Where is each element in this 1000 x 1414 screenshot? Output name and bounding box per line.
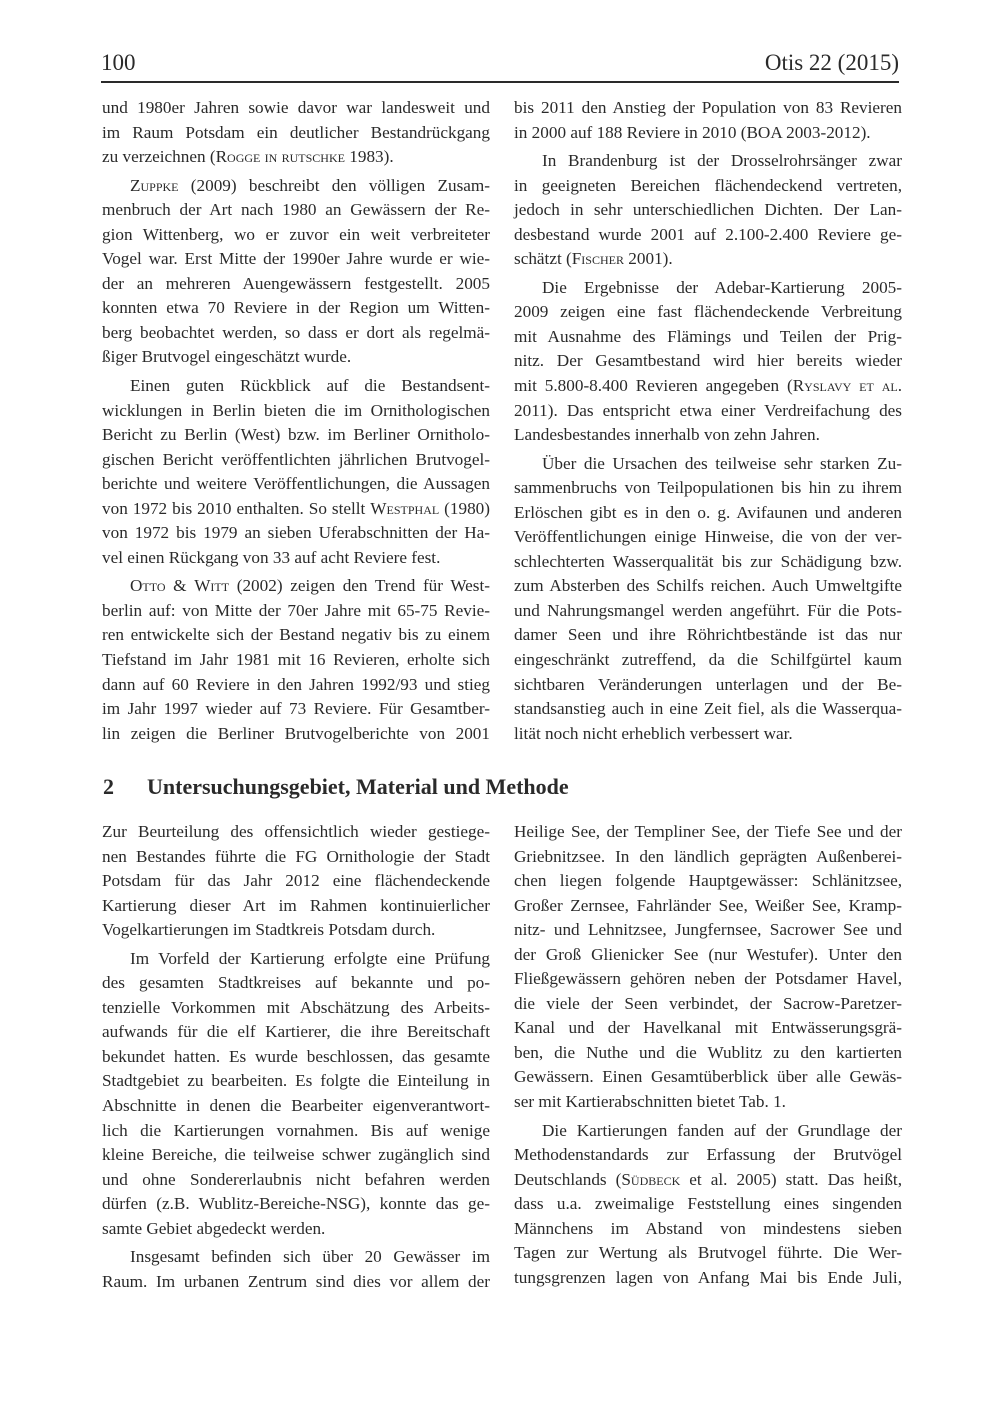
author-citation: Fischer [571, 249, 624, 269]
text-line: nitz- und Lehnitzsee, Jungfernsee, Sacrower See und [514, 920, 902, 940]
text-line: sammenbruchs von Teilpopulationen bis hin zu ihrem [514, 478, 902, 498]
text-line: in geeigneten Bereichen flächendeckend vertreten, [514, 175, 902, 195]
text-line: Heilige See, der Templiner See, der Tiefe See und der [514, 822, 902, 841]
text-line: dass u.a. zweimalige Feststellung eines singenden [514, 1194, 902, 1214]
paragraph [514, 96, 902, 145]
text-line: berg beobachtet werden, so dass er dort als regelmä- [102, 322, 490, 342]
text-line: Landesbestandes innerhalb von zehn Jahren. [514, 425, 820, 445]
text-line: Zur Beurteilung des offensichtlich wieder gestiege- [102, 822, 490, 841]
text-line: der Groß Glienicker See (nur Westufer). Unter den [514, 944, 902, 964]
text-line: lich die Kartierungen vornahmen. Bis auf wenige [102, 1120, 490, 1140]
text-line: berlin auf: von Mitte der 70er Jahre mit 65-75 Revie- [102, 600, 490, 620]
text-line: Griebnitzsee. In den ländlich geprägten Außenberei- [514, 846, 902, 866]
text-line: ben, die Nuthe und die Wublitz zu den kartierten [514, 1042, 902, 1062]
column-2 [514, 96, 902, 746]
text-line: des gesamten Stadtkreises auf bekannte und po- [102, 973, 490, 993]
page-number: 100 [101, 50, 136, 75]
text-line: Die Kartierungen fanden auf der Grundlage der [542, 1120, 902, 1140]
text-line: Tiefstand im Jahr 1981 mit 16 Revieren, erholte sich [102, 650, 490, 670]
text-line: Otto & Witt (2002) zeigen den Trend für West- [130, 576, 490, 596]
text-line: Deutschlands (Südbeck et al. 2005) statt. Das heißt, [514, 1169, 902, 1189]
text-line: und Nahrungsmangel werden angeführt. Für die Pots- [514, 600, 902, 620]
author-citation: Südbeck [621, 1169, 681, 1189]
paragraph [514, 149, 902, 272]
text-line: Potsdam für das Jahr 2012 eine flächendeckende [102, 871, 490, 891]
journal-citation: Otis 22 (2015) [764, 50, 899, 75]
text-line: dann auf 60 Reviere in den Jahren 1992/93 und stieg [102, 674, 490, 694]
text-line: kleine Bereiche, die teilweise schwer zugänglich sind [102, 1145, 490, 1165]
text-line: gion Wittenberg, wo er zuvor ein weit verbreiteter [102, 224, 490, 244]
text-line: Abschnitte in denen die Bearbeiter eigenverantwort- [102, 1096, 490, 1116]
text-line: Gewässern. Einen Gesamtüberblick über alle Gewäs- [514, 1067, 902, 1087]
text-line: in 2000 auf 188 Reviere in 2010 (BOA 2003-2012). [514, 122, 871, 142]
text-line: Männchens im Abstand von mindestens sieben [514, 1218, 902, 1238]
text-line: Insgesamt befinden sich über 20 Gewässer im [130, 1247, 490, 1267]
text-line: ser mit Kartierabschnitten bietet Tab. 1. [514, 1092, 786, 1112]
text-line: sichtbaren Veränderungen unterlagen und der Be- [514, 674, 902, 694]
text-line: mit Ausnahme des Flämings und Teilen der Prig- [514, 326, 902, 346]
text-line: samte Gebiet abgedeckt werden. [102, 1218, 326, 1238]
text-line: zum Absterben des Schilfs reichen. Auch Umweltgifte [514, 576, 902, 596]
text-line: aufwands für die elf Kartierer, die ihre Bereitschaft [102, 1022, 490, 1042]
text-line: In Brandenburg ist der Drosselrohrsänger zwar [542, 151, 902, 171]
text-line: Bericht zu Berlin (West) bzw. im Berliner Ornitholo- [102, 425, 490, 445]
text-line: standsanstieg auch in eine Zeit fiel, als die Wasserqua- [514, 699, 902, 719]
text-line: lin zeigen die Berliner Brutvogelberichte von 2001 [102, 723, 490, 743]
column-3 [102, 820, 490, 1294]
section-title: Untersuchungsgebiet, Material und Methode [147, 774, 569, 799]
paragraph [514, 452, 902, 747]
text-line: im Raum Potsdam ein deutlicher Bestandrückgang [102, 122, 490, 142]
running-header [101, 50, 899, 82]
text-line: Vogel war. Erst Mitte der 1990er Jahre wurde er wie- [102, 249, 490, 269]
paragraph [514, 276, 902, 448]
author-citation: Otto [130, 576, 166, 596]
text-line: ren entwickelte sich der Bestand negativ bis zu einem [102, 625, 490, 645]
text-line: wicklungen in Berlin bieten die im Ornithologischen [102, 400, 490, 420]
text-line: vel einen Rückgang von 33 auf acht Reviere fest. [102, 547, 441, 567]
text-line: berichte und weitere Veröffentlichungen, die Aussagen [102, 474, 490, 494]
text-line: Kanal und der Havelkanal mit Entwässerungsgrä- [514, 1018, 902, 1038]
text-line: Zuppke (2009) beschreibt den völligen Zusam- [130, 175, 490, 195]
text-line: Kartierung dieser Art im Rahmen kontinuierlicher [102, 895, 490, 915]
text-line: im Jahr 1997 wieder auf 73 Reviere. Für Gesamtber- [102, 699, 490, 719]
text-line: der an mehreren Auengewässern festgestellt. 2005 [102, 273, 490, 293]
text-line: Erlöschen gibt es in den o. g. Avifaunen und anderen [514, 502, 902, 522]
text-line: Veröffentlichungen einige Hinweise, die von der ver- [514, 527, 902, 547]
text-line: schlechterten Wasserqualität bis zur Schädigung bzw. [514, 551, 902, 571]
paragraph [102, 96, 490, 170]
text-line: nitz. Der Gesamtbestand wird hier bereits wieder [514, 351, 902, 371]
header-rule [101, 81, 899, 83]
text-line: von 1972 bis 1979 an sieben Uferabschnitten der Ha- [102, 523, 490, 543]
text-line: jedoch in sehr unterschiedlichen Dichten. Der Lan- [514, 200, 902, 220]
author-citation: Rogge in rutschke [215, 147, 345, 167]
text-line: zu verzeichnen (Rogge in rutschke 1983). [102, 147, 394, 167]
text-line: chen liegen folgende Hauptgewässer: Schlänitzsee, [514, 871, 902, 891]
text-line: gischen Bericht veröffentlichten jährlichen Brutvogel- [102, 449, 490, 469]
author-citation: Zuppke [130, 175, 179, 195]
paragraph [514, 820, 902, 1115]
text-line: und ohne Sondererlaubnis nicht befahren werden [102, 1169, 490, 1189]
author-citation: Witt [194, 576, 230, 596]
text-line: tenzielle Vorkommen mit Abschätzung des Arbeits- [102, 997, 490, 1017]
text-line: 2011). Das entspricht etwa einer Verdreifachung des [514, 400, 902, 420]
text-line: menbruch der Art nach 1980 an Gewässern der Re- [102, 200, 490, 220]
text-line: und 1980er Jahren sowie davor war landesweit und [102, 98, 490, 117]
text-line: ßiger Brutvogel eingeschätzt wurde. [102, 347, 352, 367]
text-line: Einen guten Rückblick auf die Bestandsent- [130, 376, 490, 396]
text-line: tungsgrenzen lagen von Anfang Mai bis Ende Juli, [514, 1267, 902, 1287]
text-line: dürfen (z.B. Wublitz-Bereiche-NSG), konnte das ge- [102, 1194, 490, 1214]
text-line: Großer Zernsee, Fahrländer See, Weißer See, Kramp- [514, 895, 902, 915]
text-line: Tagen zur Wertung als Brutvogel führte. Die Wer- [514, 1243, 902, 1263]
text-line: Fließgewässern gehören neben der Potsdamer Havel, [514, 969, 902, 989]
paragraph [102, 820, 490, 943]
text-line: mit 5.800-8.400 Revieren angegeben (Ryslavy et al. [514, 376, 902, 396]
paragraph [102, 947, 490, 1242]
author-citation: Ryslavy et al. [792, 376, 902, 396]
text-line: Im Vorfeld der Kartierung erfolgte eine Prüfung [130, 948, 490, 968]
text-line: konnten etwa 70 Reviere in der Region um Witten- [102, 298, 490, 318]
text-line: nen Bestandes führte die FG Ornithologie der Stadt [102, 846, 490, 866]
section-number: 2 [103, 774, 114, 799]
text-line: eingeschränkt zutreffend, da die Schilfgürtel kaum [514, 650, 902, 670]
paragraph [102, 174, 490, 370]
text-line: schätzt (Fischer 2001). [514, 249, 673, 269]
paragraph [102, 1245, 490, 1294]
author-citation: Westphal [370, 498, 440, 518]
text-line: Über die Ursachen des teilweise sehr starken Zu- [542, 453, 902, 473]
text-line: lität noch nicht erheblich verbessert war. [514, 723, 793, 743]
paragraph [102, 374, 490, 570]
text-line: 2009 zeigen eine fast flächendeckende Verbreitung [514, 302, 902, 322]
paragraph [514, 1119, 902, 1291]
column-1 [102, 96, 490, 746]
text-line: Methodenstandards zur Erfassung der Brutvögel [514, 1145, 902, 1165]
paragraph [102, 574, 490, 746]
column-4 [514, 820, 902, 1290]
text-line: Raum. Im urbanen Zentrum sind dies vor allem der [102, 1271, 490, 1291]
text-line: von 1972 bis 2010 enthalten. So stellt Westphal (1980) [102, 498, 491, 518]
text-line: desbestand wurde 2001 auf 2.100-2.400 Reviere ge- [514, 224, 902, 244]
text-line: Die Ergebnisse der Adebar-Kartierung 2005- [542, 277, 902, 297]
text-line: die viele der Seen verbindet, der Sacrow-Paretzer- [514, 993, 902, 1013]
text-line: bis 2011 den Anstieg der Population von 83 Revieren [514, 98, 902, 117]
text-line: damer Seen und ihre Röhrichtbestände ist das nur [514, 625, 902, 645]
section-heading [103, 774, 569, 800]
text-line: Vogelkartierungen im Stadtkreis Potsdam durch. [102, 920, 436, 940]
text-line: Stadtgebiet zu bearbeiten. Es folgte die Einteilung in [102, 1071, 490, 1091]
text-line: bekundet hatten. Es wurde beschlossen, das gesamte [102, 1046, 490, 1066]
